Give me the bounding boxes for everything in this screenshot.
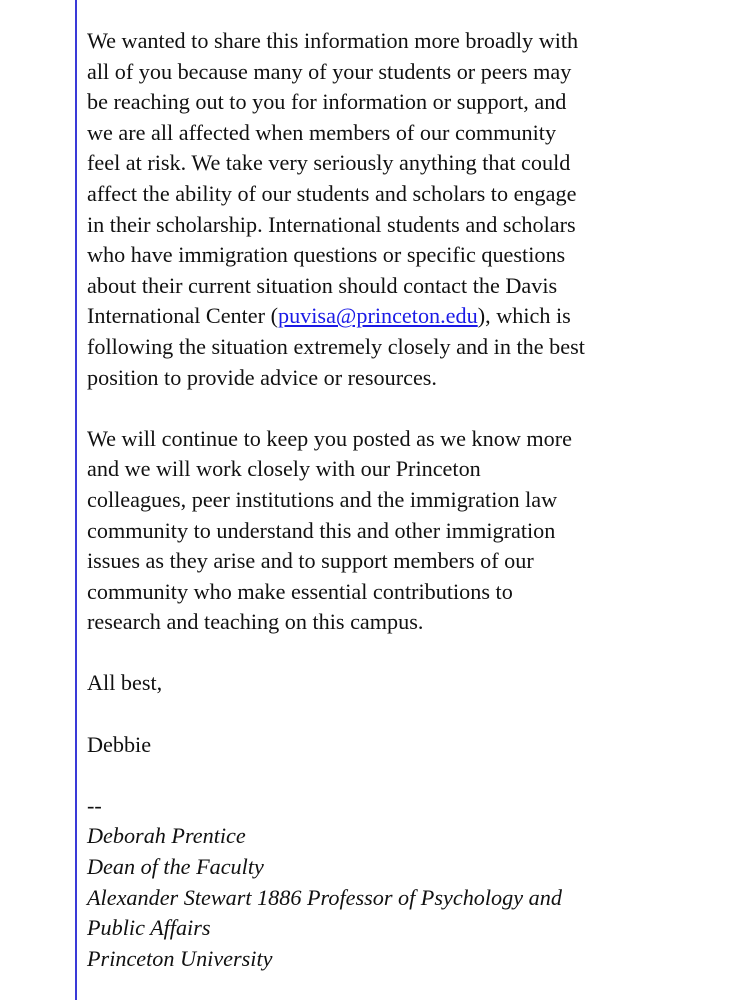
signature-institution: Princeton University <box>87 945 273 971</box>
text-line: We will continue to keep you posted as we know more <box>87 425 572 451</box>
sender-name: Debbie <box>87 731 152 757</box>
sender <box>87 730 727 761</box>
signature-separator: -- <box>87 792 102 818</box>
paragraph-keep-posted <box>87 424 727 638</box>
text-fragment: ), which is <box>477 303 571 329</box>
text-line: following the situation extremely closely and in the best <box>87 333 585 359</box>
signature-professorship: Alexander Stewart 1886 Professor of Psychology and <box>87 884 562 910</box>
text-line: about their current situation should contact the Davis <box>87 272 558 298</box>
closing <box>87 668 727 699</box>
text-line: we are all affected when members of our community <box>87 119 557 145</box>
signature-title: Dean of the Faculty <box>87 854 264 880</box>
email-body <box>87 26 727 974</box>
text-line: and we will work closely with our Princeton <box>87 456 481 482</box>
text-line: position to provide advice or resources. <box>87 364 437 390</box>
text-line: who have immigration questions or specific questions <box>87 242 566 268</box>
text-fragment: International Center ( <box>87 303 278 329</box>
signature-professorship-cont: Public Affairs <box>87 915 211 941</box>
email-link-puvisa[interactable]: puvisa@princeton.edu <box>277 303 478 329</box>
signature-name: Deborah Prentice <box>87 823 246 849</box>
text-line: in their scholarship. International students and scholars <box>87 211 576 237</box>
signature-block <box>87 791 727 975</box>
text-line: affect the ability of our students and scholars to engage <box>87 180 577 206</box>
text-line: community who make essential contributions to <box>87 578 513 604</box>
paragraph-share-information <box>87 26 727 393</box>
text-line: feel at risk. We take very seriously anything that could <box>87 150 571 176</box>
text-line: community to understand this and other immigration <box>87 517 556 543</box>
quote-bar <box>75 0 77 1000</box>
text-line: issues as they arise and to support members of our <box>87 548 534 574</box>
text-line-with-link <box>87 301 727 332</box>
closing-text: All best, <box>87 670 163 696</box>
text-line: be reaching out to you for information or support, and <box>87 89 567 115</box>
text-line: We wanted to share this information more broadly with <box>87 28 579 53</box>
text-line: all of you because many of your students or peers may <box>87 58 572 84</box>
text-line: research and teaching on this campus. <box>87 609 424 635</box>
text-line: colleagues, peer institutions and the immigration law <box>87 486 558 512</box>
